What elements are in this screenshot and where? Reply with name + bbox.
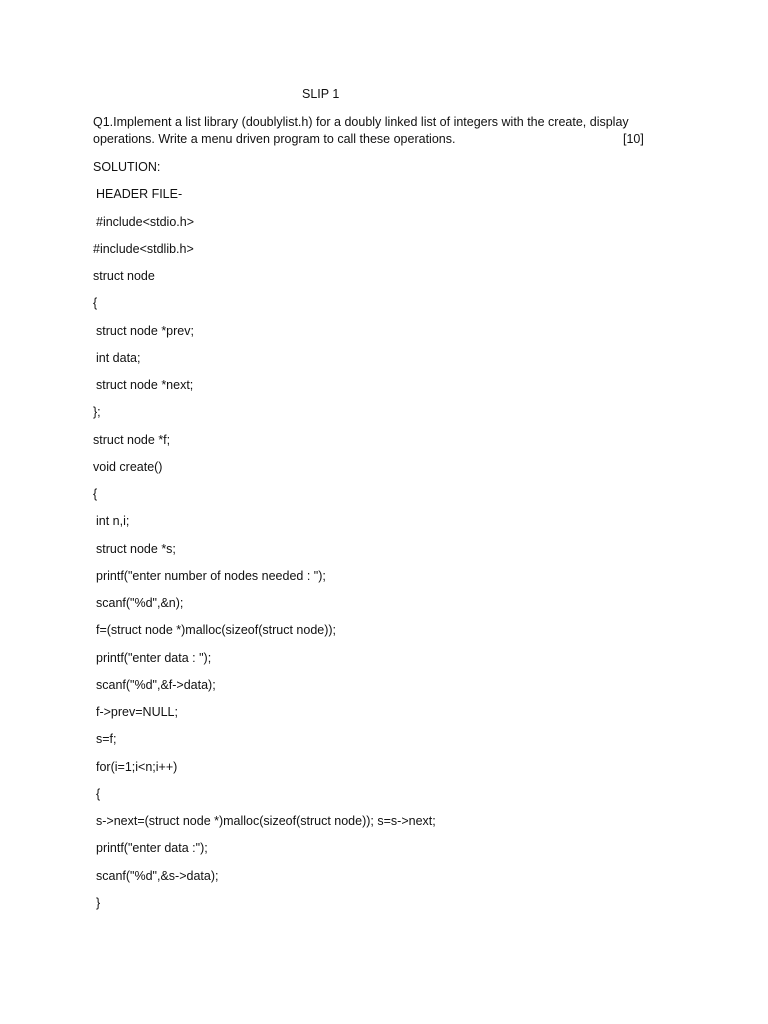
code-line: printf("enter data : "); — [96, 650, 212, 665]
code-line: { — [93, 296, 98, 311]
code-line: int n,i; — [96, 514, 130, 529]
code-line: scanf("%d",&n); — [96, 596, 184, 610]
code-line: struct node *f; — [93, 432, 171, 447]
code-line: s->next=(struct node *)malloc(sizeof(struct node)); s=s->next; — [96, 814, 436, 828]
question-text — [93, 114, 693, 148]
code-line: int data; — [96, 350, 141, 365]
code-line: printf("enter data :"); — [96, 841, 208, 856]
code-line: #include<stdio.h> — [96, 214, 194, 229]
code-line: struct node *next; — [96, 378, 194, 392]
code-line: SOLUTION: — [93, 160, 161, 174]
code-line: for(i=1;i<n;i++) — [96, 759, 178, 774]
code-line: void create() — [93, 459, 163, 474]
code-line: struct node — [93, 269, 155, 283]
question-line-2: operations. Write a menu driven program to call these operations. — [93, 132, 456, 146]
code-line: } — [96, 895, 101, 910]
question-line-2-wrap — [93, 131, 693, 148]
code-line: #include<stdlib.h> — [93, 241, 194, 256]
code-line: f=(struct node *)malloc(sizeof(struct node)); — [96, 623, 337, 638]
code-line: }; — [93, 405, 101, 420]
code-line: printf("enter number of nodes needed : "); — [96, 568, 326, 583]
marks-label: [10] — [623, 132, 644, 146]
question-line-1: Q1.Implement a list library (doublylist.h) for a doubly linked list of integers with the create, display — [93, 115, 629, 129]
code-line: struct node *prev; — [96, 323, 194, 338]
code-line: HEADER FILE- — [96, 187, 183, 202]
code-line: struct node *s; — [96, 541, 176, 556]
code-line: scanf("%d",&s->data); — [96, 868, 219, 883]
solution-code — [93, 159, 436, 922]
code-line: f->prev=NULL; — [96, 705, 178, 719]
code-line: scanf("%d",&f->data); — [96, 677, 216, 692]
code-line: { — [96, 786, 101, 801]
slip-title: SLIP 1 — [302, 87, 340, 101]
code-line: { — [93, 487, 98, 501]
code-line: s=f; — [96, 732, 117, 747]
